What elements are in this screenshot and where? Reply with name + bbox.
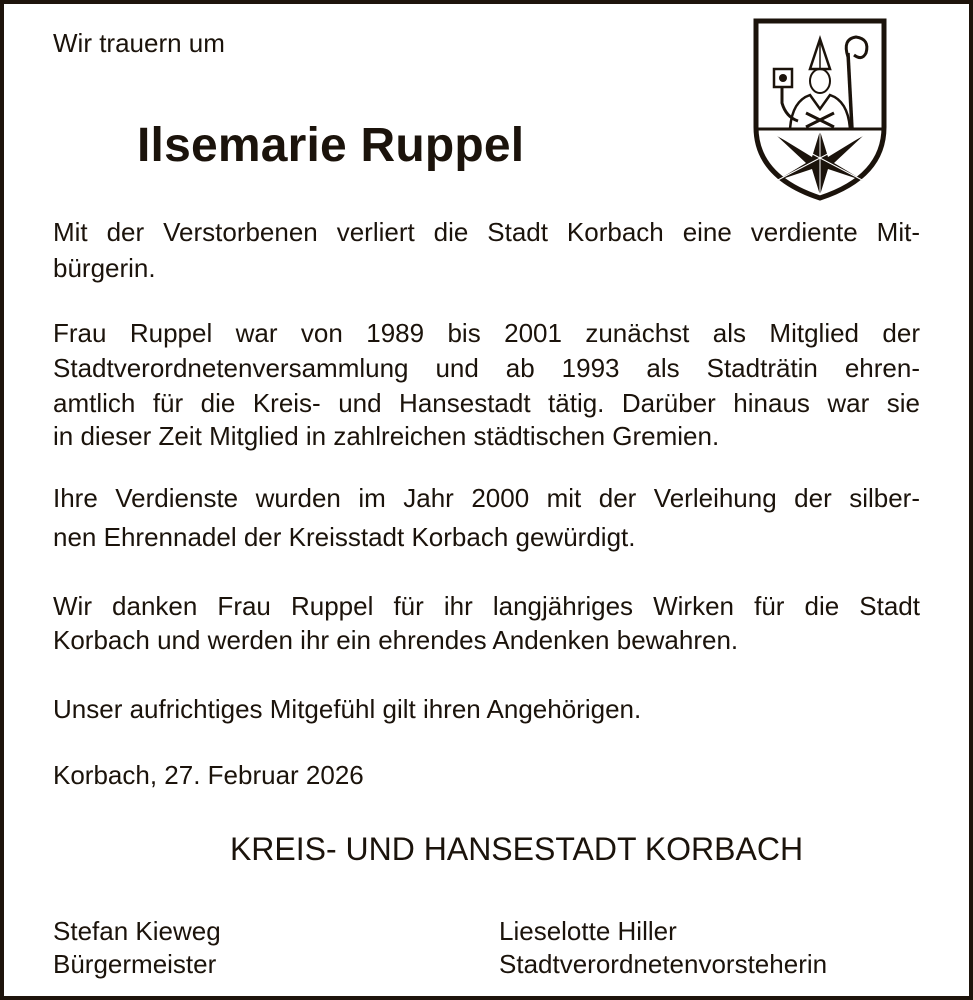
paragraph-2-line-3: amtlich für die Kreis- und Hansestadt tätig. Darüber hinaus war sie (53, 388, 920, 418)
paragraph-3-line-1: Ihre Verdienste wurden im Jahr 2000 mit der Verleihung der silber- (53, 483, 920, 513)
signatory-2-name: Lieselotte Hiller (499, 916, 677, 946)
paragraph-3-line-2: nen Ehrennadel der Kreisstadt Korbach gewürdigt. (53, 522, 636, 552)
paragraph-1-line-2: bürgerin. (53, 253, 156, 283)
coat-of-arms-icon (752, 17, 888, 201)
organization-name: KREIS- UND HANSESTADT KORBACH (229, 831, 804, 867)
paragraph-2-line-2: Stadtverordnetenversammlung und ab 1993 als Stadträtin ehren- (53, 353, 920, 383)
paragraph-2-line-4: in dieser Zeit Mitglied in zahlreichen städtischen Gremien. (53, 421, 720, 451)
intro-text: Wir trauern um (53, 28, 225, 58)
place-date: Korbach, 27. Februar 2026 (53, 760, 364, 790)
paragraph-1-line-1: Mit der Verstorbenen verliert die Stadt Korbach eine verdiente Mit- (53, 217, 920, 247)
paragraph-4-line-2: Korbach und werden ihr ein ehrendes Andenken bewahren. (53, 625, 739, 655)
paragraph-5: Unser aufrichtiges Mitgefühl gilt ihren Angehörigen. (53, 694, 642, 724)
deceased-name: Ilsemarie Ruppel (137, 119, 525, 172)
signatory-1-role: Bürgermeister (53, 949, 217, 979)
signatory-1-name: Stefan Kieweg (53, 916, 221, 946)
paragraph-2-line-1: Frau Ruppel war von 1989 bis 2001 zunächst als Mitglied der (53, 318, 920, 348)
signatory-2-role: Stadtverordnetenvorsteherin (499, 949, 828, 979)
paragraph-4-line-1: Wir danken Frau Ruppel für ihr langjähriges Wirken für die Stadt (53, 591, 920, 621)
